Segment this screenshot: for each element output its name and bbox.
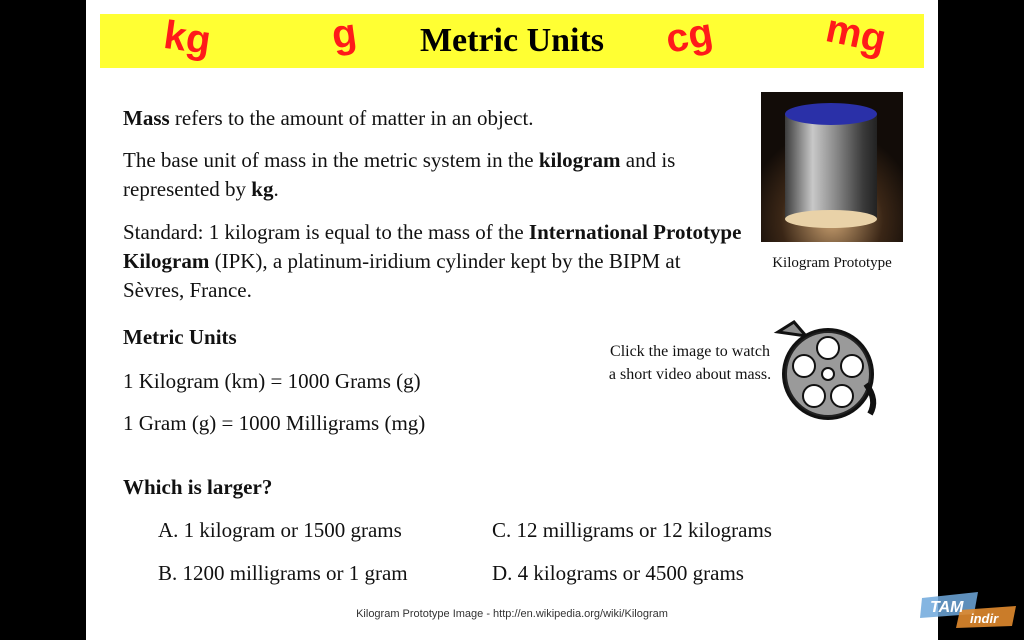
watermark-logo xyxy=(920,588,1016,628)
svg-text:indir: indir xyxy=(970,611,999,626)
standard-text: Standard: 1 kilogram is equal to the mass of the International Prototype Kilogram (IPK), a platinum-iridium cylinder kept by the BIPM at Sèvres, France. xyxy=(123,220,742,302)
film-reel-icon[interactable] xyxy=(766,318,886,426)
unit-tag-cg: cg xyxy=(662,10,717,62)
slide xyxy=(86,0,938,640)
image-credit: Kilogram Prototype Image - http://en.wikipedia.org/wiki/Kilogram xyxy=(356,608,668,620)
answer-c: C. 12 milligrams or 12 kilograms xyxy=(492,518,772,542)
metric-units-heading: Metric Units xyxy=(123,325,237,349)
unit-tag-mg: mg xyxy=(822,6,890,62)
svg-text:TAM: TAM xyxy=(930,599,964,616)
base-unit-text: The base unit of mass in the metric system in the kilogram and is represented by kg. xyxy=(123,148,676,201)
title-banner xyxy=(100,10,924,68)
mass-definition: Mass refers to the amount of matter in an object. xyxy=(123,106,534,130)
question-heading: Which is larger? xyxy=(123,475,273,499)
unit-conversion-1: 1 Kilogram (km) = 1000 Grams (g) xyxy=(123,369,421,393)
answer-b: B. 1200 milligrams or 1 gram xyxy=(158,561,408,585)
unit-conversion-2: 1 Gram (g) = 1000 Milligrams (mg) xyxy=(123,411,426,435)
answer-a: A. 1 kilogram or 1500 grams xyxy=(158,518,402,542)
image-caption: Kilogram Prototype xyxy=(772,255,892,271)
unit-tag-kg: kg xyxy=(161,12,214,64)
video-prompt: Click the image to watch a short video about mass. xyxy=(608,343,772,383)
unit-tag-g: g xyxy=(329,10,360,58)
page-title: Metric Units xyxy=(419,22,605,59)
answer-d: D. 4 kilograms or 4500 grams xyxy=(492,561,744,585)
kilogram-prototype-image xyxy=(761,92,903,242)
